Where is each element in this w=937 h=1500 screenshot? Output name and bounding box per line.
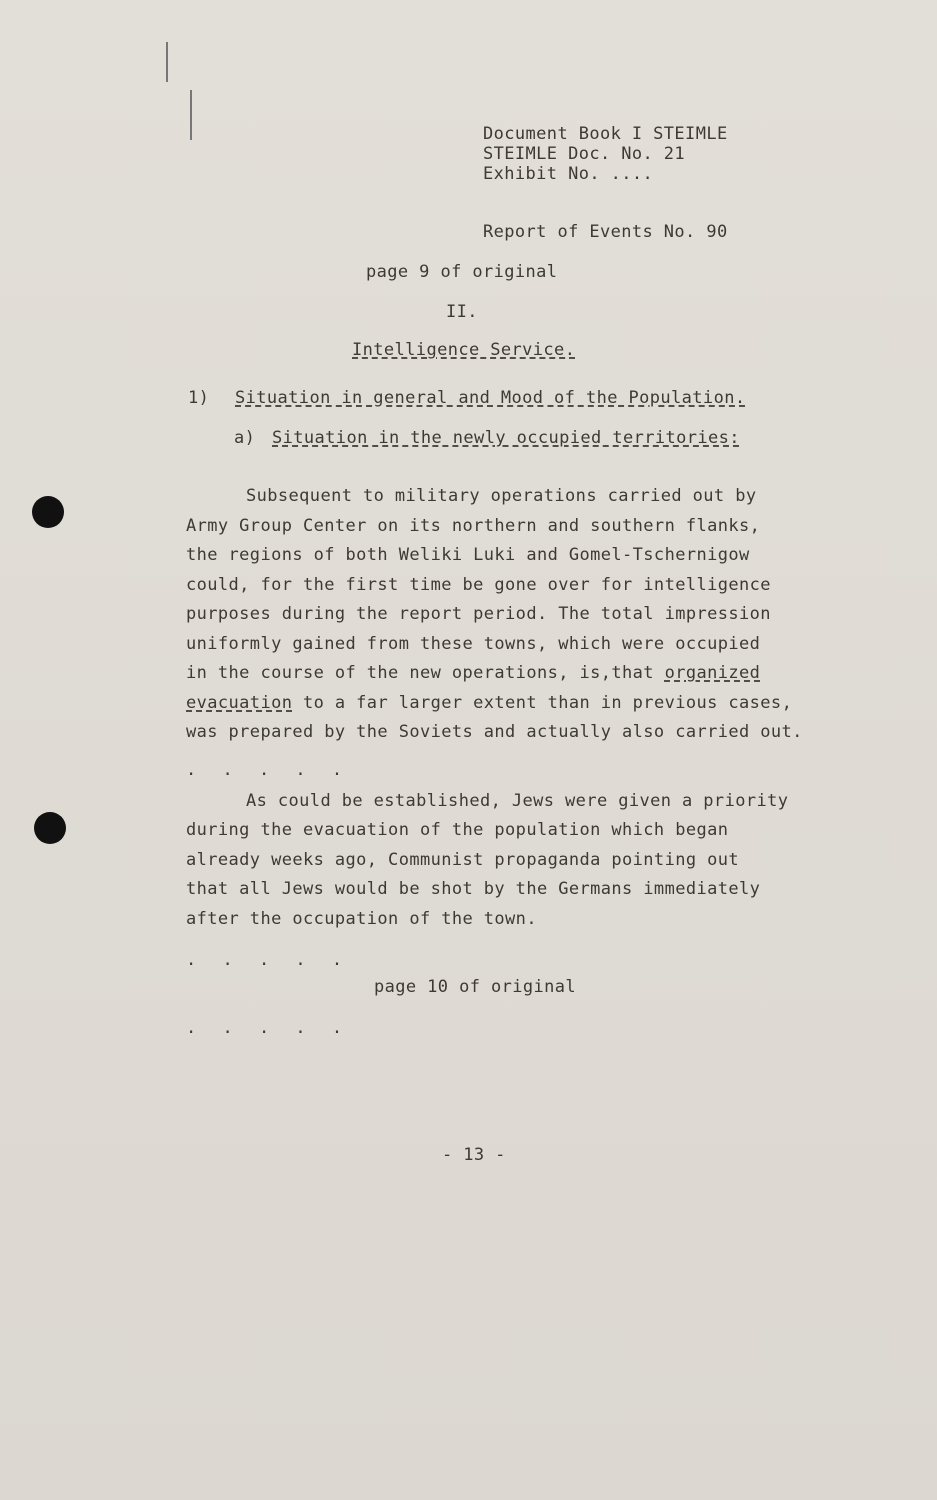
paragraph1-text: in the course of the new operations, is,that: [186, 663, 665, 683]
omission-ellipsis: . . . . .: [186, 950, 351, 970]
paragraph1-line: [186, 693, 792, 713]
page-reference-9: page 9 of original: [366, 262, 558, 282]
punch-hole-top: [32, 496, 64, 528]
subheading-letter: a): [234, 428, 256, 448]
omission-ellipsis: . . . . .: [186, 760, 351, 780]
margin-mark: [190, 90, 192, 140]
page-reference-10: page 10 of original: [374, 977, 577, 997]
paragraph1-line: was prepared by the Soviets and actually also carried out.: [186, 722, 803, 742]
paragraph1-line: uniformly gained from these towns, which were occupied: [186, 634, 761, 654]
paragraph1-line: Subsequent to military operations carried out by: [246, 486, 757, 506]
paragraph2-line: during the evacuation of the population which began: [186, 820, 729, 840]
paragraph1-line: purposes during the report period. The total impression: [186, 604, 771, 624]
paragraph1-line: [186, 663, 760, 683]
report-title: Report of Events No. 90: [483, 222, 728, 242]
paragraph1-line: could, for the first time be gone over for intelligence: [186, 575, 771, 595]
subsection-title: Situation in general and Mood of the Population.: [235, 388, 746, 408]
subsection-number: 1): [188, 388, 210, 408]
paragraph2-line: that all Jews would be shot by the Germans immediately: [186, 879, 761, 899]
paragraph1-line: Army Group Center on its northern and southern flanks,: [186, 516, 761, 536]
underlined-word: evacuation: [186, 693, 293, 713]
underlined-word: organized: [664, 663, 761, 683]
section-title: Intelligence Service.: [352, 340, 576, 360]
header-document-book: Document Book I STEIMLE: [483, 124, 728, 144]
subheading-title: Situation in the newly occupied territories:: [272, 428, 740, 448]
header-exhibit-number: Exhibit No. ....: [483, 164, 654, 184]
margin-mark: [166, 42, 168, 82]
paragraph2-line: after the occupation of the town.: [186, 909, 537, 929]
paragraph1-text: to a far larger extent than in previous cases,: [292, 693, 793, 713]
paragraph2-line: As could be established, Jews were given a priority: [246, 791, 789, 811]
section-number: II.: [446, 302, 478, 322]
paragraph2-line: already weeks ago, Communist propaganda pointing out: [186, 850, 740, 870]
omission-ellipsis: . . . . .: [186, 1018, 351, 1038]
page-number: - 13 -: [442, 1145, 506, 1165]
paragraph1-line: the regions of both Weliki Luki and Gomel-Tschernigow: [186, 545, 750, 565]
punch-hole-bottom: [34, 812, 66, 844]
header-doc-number: STEIMLE Doc. No. 21: [483, 144, 686, 164]
